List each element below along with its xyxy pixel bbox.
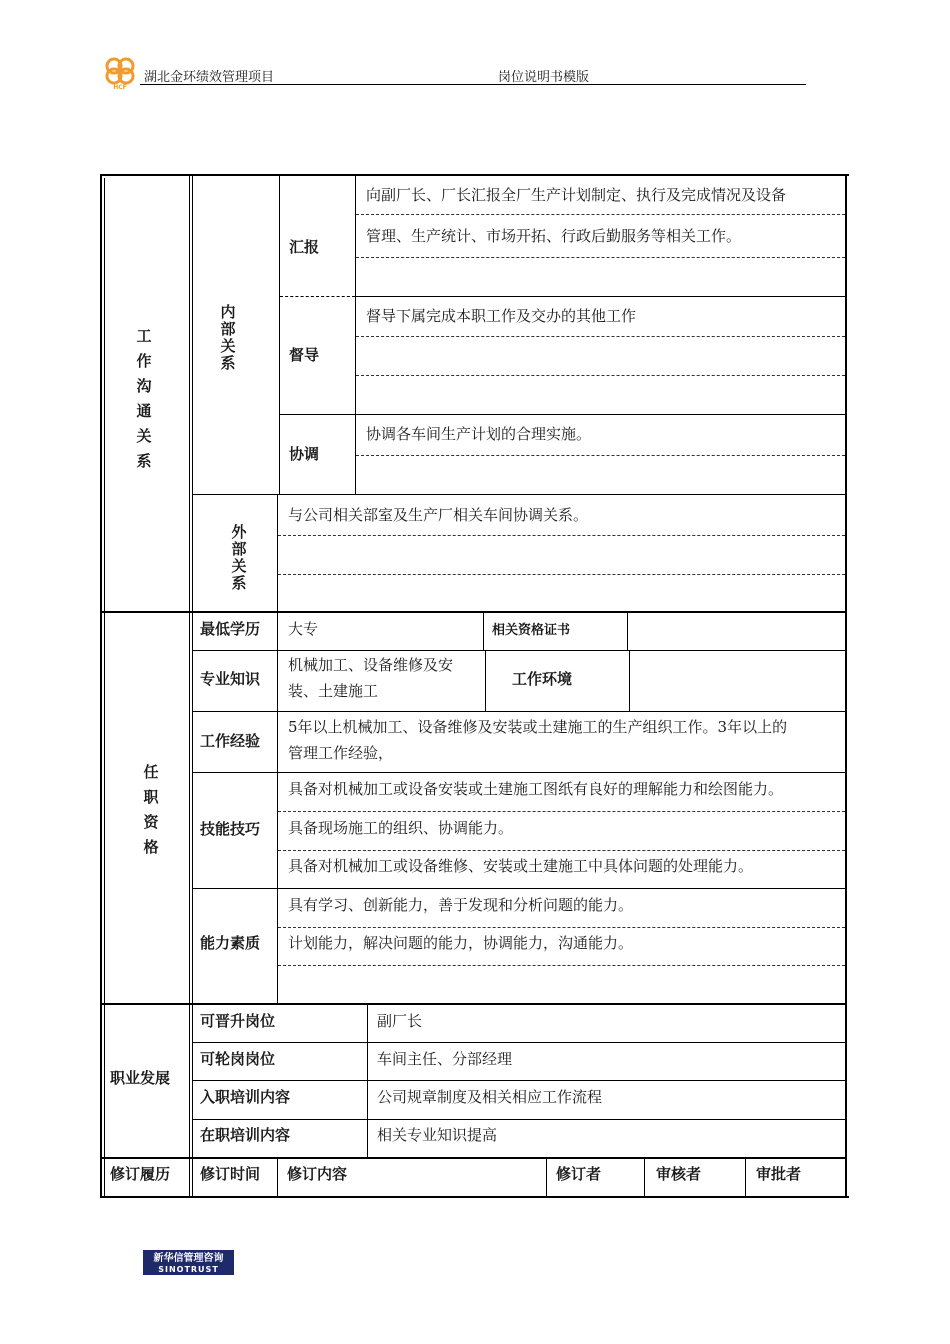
col-divider-sub [355,174,356,494]
border-left [100,174,102,1198]
report-label: 汇报 [289,238,320,256]
career-row-1-value: 副厂长 [377,1012,423,1030]
report-line-2: 管理、生产统计、市场开拓、行政后勤服务等相关工作。 [366,227,742,245]
coordinate-line-1: 协调各车间生产计划的合理实施。 [366,425,592,443]
external-rule-2 [278,574,845,575]
approver-label: 审批者 [756,1165,802,1183]
coordinate-rule-1 [356,455,845,456]
section-qualification-label: 任职资格 [143,763,159,856]
border-bottom [100,1196,849,1198]
skills-line-3: 具备对机械加工或设备维修、安装或土建施工中具体问题的处理能力。 [288,857,754,875]
section2-bottom [100,1003,847,1005]
report-line-1: 向副厂长、厂长汇报全厂生产计划制定、执行及完成情况及设备 [366,186,787,204]
section-communication-label: 工作沟通关系 [136,327,152,470]
supervise-label: 督导 [289,346,320,364]
footer-brand-logo [143,1250,234,1275]
career-row3-bottom [193,1119,845,1120]
border-left-inner [104,178,105,1198]
revision-content-label: 修订内容 [287,1165,348,1183]
header-project-name: 湖北金环绩效管理项目 [144,70,275,85]
col-divider-a [189,174,190,1196]
col-divider-internal [279,174,280,494]
report-rule-2 [356,257,845,258]
qual-row1-bottom [193,650,845,651]
section1-bottom [100,611,847,613]
revision-divider-3 [644,1159,645,1196]
qual-row3-bottom [193,772,845,773]
cert-divider-a [483,613,484,651]
career-row-4-label: 在职培训内容 [200,1126,291,1144]
skills-label: 技能技巧 [200,820,261,838]
career-row2-bottom [193,1080,845,1081]
reviser-label: 修订者 [556,1165,602,1183]
knowledge-label: 专业知识 [200,670,261,688]
section-career-label: 职业发展 [110,1069,171,1087]
header-doc-title: 岗位说明书模版 [498,70,590,85]
header-rule [140,84,806,85]
certificate-label: 相关资格证书 [492,623,571,638]
external-rule-1 [278,535,845,536]
career-row1-bottom [193,1042,845,1043]
revision-label: 修订履历 [110,1165,171,1183]
logo-text: HCF [113,84,127,90]
cert-divider-b [627,613,628,651]
career-row-3-value: 公司规章制度及相关相应工作流程 [377,1088,603,1106]
footer-brand-cn: 新华信管理咨询 [153,1253,224,1264]
internal-bottom [193,494,845,495]
coordinate-label: 协调 [289,445,320,463]
experience-label: 工作经验 [200,732,261,750]
internal-relations-label: 内部关系 [220,303,236,372]
career-row-2-value: 车间主任、分部经理 [377,1050,513,1068]
revision-time-label: 修订时间 [200,1165,261,1183]
environment-label: 工作环境 [512,670,573,688]
career-row-4-value: 相关专业知识提高 [377,1126,498,1144]
section3-bottom [100,1157,847,1159]
education-value: 大专 [288,620,319,638]
revision-divider-1 [277,1159,278,1196]
job-description-form [100,174,849,1198]
env-divider-b [629,651,630,711]
auditor-label: 审核者 [656,1165,702,1183]
col-divider-external [277,494,278,612]
qual-row2-bottom [193,711,845,712]
footer-brand-en: SINOTRUST [158,1265,219,1274]
education-label: 最低学历 [200,620,261,638]
experience-line-2: 管理工作经验， [288,744,394,762]
revision-divider-2 [546,1159,547,1196]
knowledge-line-2: 装、土建施工 [288,682,379,700]
supervise-line-1: 督导下属完成本职工作及交办的其他工作 [366,307,637,325]
ability-rule-2 [278,965,845,966]
company-logo [102,56,138,90]
career-row-2-label: 可轮岗岗位 [200,1050,276,1068]
ability-label: 能力素质 [200,934,261,952]
revision-divider-4 [745,1159,746,1196]
skills-line-1: 具备对机械加工或设备安装或土建施工图纸有良好的理解能力和绘图能力。 [288,780,784,798]
career-divider [367,1005,368,1158]
experience-line-1: 5年以上机械加工、设备维修及安装或土建施工的生产组织工作。3年以上的 [288,718,788,736]
border-right [845,174,847,1198]
supervise-rule-1 [356,336,845,337]
career-row-3-label: 入职培训内容 [200,1088,291,1106]
skills-line-2: 具备现场施工的组织、协调能力。 [288,819,514,837]
external-relations-label: 外部关系 [231,523,247,592]
supervise-bottom [280,414,845,415]
env-divider-a [485,651,486,711]
career-row-1-label: 可晋升岗位 [200,1012,276,1030]
report-bottom [356,296,845,297]
qual-label-divider [277,613,278,1004]
ability-rule-1 [278,927,845,928]
border-top [100,174,849,176]
skills-rule-1 [278,811,845,812]
report-rule-1 [356,214,845,215]
knowledge-line-1: 机械加工、设备维修及安 [288,656,454,674]
report-separator [280,296,355,297]
external-line-1: 与公司相关部室及生产厂相关车间协调关系。 [288,506,589,524]
ability-line-2: 计划能力，解决问题的能力，协调能力，沟通能力。 [288,934,634,952]
ability-line-1: 具有学习、创新能力，善于发现和分析问题的能力。 [288,896,634,914]
supervise-rule-2 [356,375,845,376]
qual-row4-bottom [193,888,845,889]
skills-rule-2 [278,850,845,851]
